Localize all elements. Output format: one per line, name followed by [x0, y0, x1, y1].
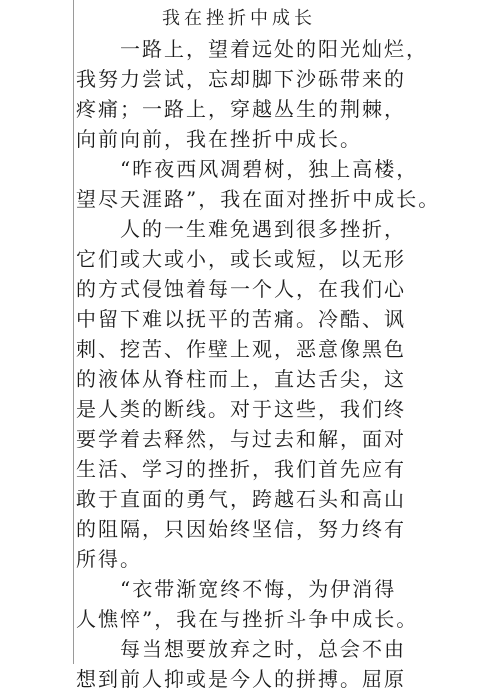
essay-line-13: 是人类的断线。对于这些，我们终 [76, 397, 406, 421]
essay-body [76, 4, 480, 694]
essay-line-8: 它们或大或小，或长或短，以无形 [76, 247, 406, 271]
essay-line-11: 刺、挖苦、作壁上观，恶意像黑色 [76, 337, 406, 361]
essay-line-16: 敢于直面的勇气，跨越石头和高山 [76, 487, 406, 511]
essay-line-3: 疼痛；一路上，穿越丛生的荆棘， [76, 97, 406, 121]
essay-title: 我在挫折中成长 [162, 8, 316, 29]
essay-line-17: 的阻隔，只因始终坚信，努力终有 [76, 517, 406, 541]
essay-line-22: 想到前人抑或是今人的拼搏。屈原 [76, 667, 406, 691]
paper-margin-line [73, 0, 74, 664]
essay-line-18: 所得。 [76, 547, 142, 571]
essay-line-15: 生活、学习的挫折，我们首先应有 [76, 457, 406, 481]
essay-line-9: 的方式侵蚀着每一个人，在我们心 [76, 277, 406, 301]
essay-line-19: “衣带渐宽终不悔，为伊消得 [120, 577, 397, 601]
essay-line-12: 的液体从脊柱而上，直达舌尖，这 [76, 367, 406, 391]
essay-line-14: 要学着去释然，与过去和解，面对 [76, 427, 406, 451]
essay-line-4: 向前向前，我在挫折中成长。 [76, 127, 362, 151]
essay-line-5: “昨夜西风凋碧树，独上高楼， [120, 157, 419, 181]
essay-line-6: 望尽天涯路”，我在面对挫折中成长。 [76, 187, 441, 211]
essay-line-2: 我努力尝试，忘却脚下沙砾带来的 [76, 67, 406, 91]
essay-line-20: 人憔悴”，我在与挫折斗争中成长。 [76, 607, 419, 631]
essay-line-7: 人的一生难免遇到很多挫折， [120, 217, 406, 241]
essay-line-1: 一路上，望着远处的阳光灿烂， [120, 37, 428, 61]
essay-line-10: 中留下难以抚平的苦痛。冷酷、讽 [76, 307, 406, 331]
essay-line-21: 每当想要放弃之时，总会不由 [120, 637, 406, 661]
